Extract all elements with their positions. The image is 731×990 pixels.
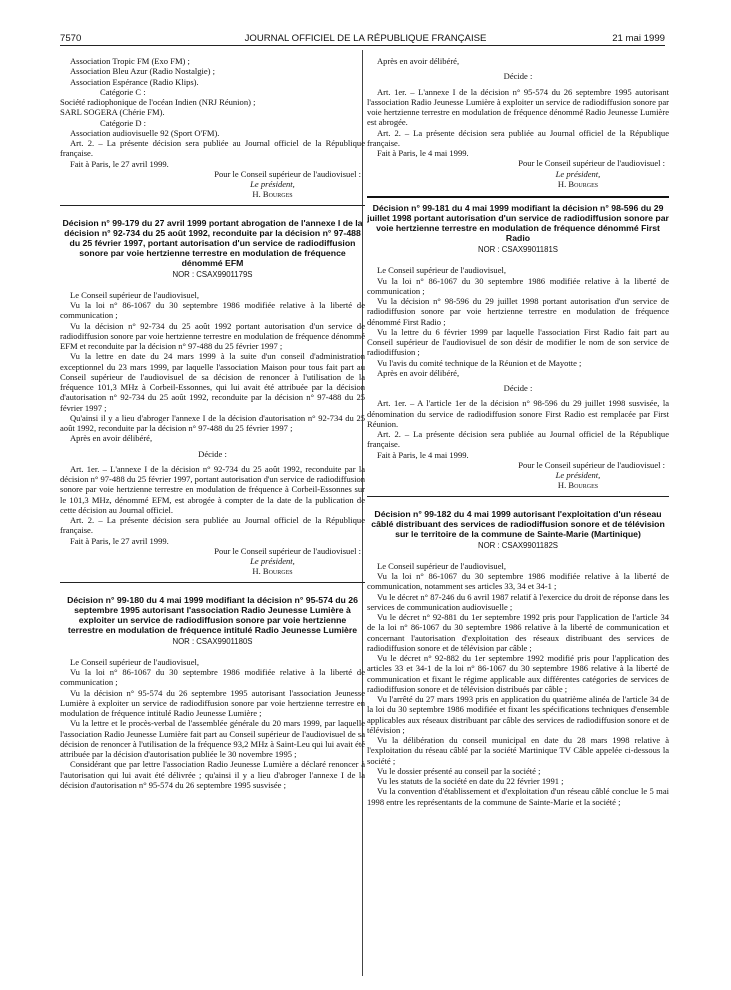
text-line: Association audiovisuelle 92 (Sport O'FM). xyxy=(70,127,220,138)
signature-title: Le président, xyxy=(250,556,295,566)
signature-line: Pour le Conseil supérieur de l'audiovisuel : xyxy=(518,459,665,470)
section-rule xyxy=(60,205,365,206)
paragraph: Le Conseil supérieur de l'audiovisuel, xyxy=(377,560,507,571)
place-date: Fait à Paris, le 4 mai 1999. xyxy=(377,449,469,460)
paragraph: Vu la loi n° 86-1067 du 30 septembre 1986 modifiée relative à la liberté de communication, notamment ses articles 33, 34 et 34-1 ; xyxy=(367,571,669,592)
decide-heading: Décide : xyxy=(503,383,533,393)
signature-name: H. Bourges xyxy=(557,480,599,491)
paragraph: Vu l'avis du comité technique de la Réunion et de Mayotte ; xyxy=(377,357,582,368)
signature-line: Pour le Conseil supérieur de l'audiovisuel : xyxy=(214,545,361,556)
signature-name: H. Bourges xyxy=(557,178,599,189)
category-heading: Catégorie D : xyxy=(100,117,147,128)
paragraph: Après en avoir délibéré, xyxy=(70,433,153,444)
paragraph: Vu la lettre et le procès-verbal de l'assemblée générale du 20 mars 1999, par laquelle l'association Radio Jeunesse Lumière fait part au Conseil supérieur de l'audiovisuel de sa décision de renoncer à l'utilisation de la fréquence 93,2 MHz à Saint-Leu qui lui avait été attribuée par la décision d'autorisation publiée le 30 novembre 1995 ; xyxy=(60,718,365,759)
signature-name: H. Bourges xyxy=(252,189,293,200)
paragraph: Considérant que par lettre l'association Radio Jeunesse Lumière a déclaré renoncer à l'autorisation qui lui avait été délivrée ; qu'ainsi il y a lieu d'abroger l'annexe I de la décision d'autorisation n° 95-574 du 26 septembre 1995 susvisée ; xyxy=(60,759,365,790)
paragraph: Vu la décision n° 98-596 du 29 juillet 1998 portant autorisation d'un service de radiodiffusion sonore par voie hertzienne terrestre en modulation de fréquence dénommé First Radio ; xyxy=(367,296,669,327)
signature-title: Le président, xyxy=(250,179,295,189)
nor-reference: NOR : CSAX9901182S xyxy=(477,540,559,550)
paragraph: Le Conseil supérieur de l'audiovisuel, xyxy=(70,289,200,300)
text-line: SARL SOGERA (Chérie FM). xyxy=(60,107,165,118)
paragraph: Vu la convention d'établissement et d'exploitation d'un réseau câblé conclue le 5 mai 1998 entre les représentants de la commune de Sainte-Marie et la société ; xyxy=(367,786,669,807)
text-line: Société radiophonique de l'océan Indien (NRJ Réunion) ; xyxy=(60,97,256,107)
decide-heading: Décide : xyxy=(198,448,227,459)
paragraph: Vu le décret n° 92-882 du 1er septembre 1992 modifié pris pour l'application des articles 33 et 34-1 de la loi n° 86-1067 du 30 septembre 1986 relative à la liberté de communication et fixant le régime applicable aux différentes catégories de services de radiodiffusion sonore et de télévision distribués par câble ; xyxy=(367,653,669,694)
paragraph: Vu la lettre du 6 février 1999 par laquelle l'association First Radio fait part au Conseil supérieur de l'audiovisuel de son désir de modifier le nom de son service de radiodiffusion ; xyxy=(367,326,669,358)
paragraph: Vu le décret n° 87-246 du 6 avril 1987 relatif à l'exercice du droit de réponse dans les services de communication audiovisuelle ; xyxy=(367,591,669,612)
paragraph: Après en avoir délibéré, xyxy=(377,367,460,378)
nor-reference: NOR : CSAX9901180S xyxy=(172,636,253,646)
signature-title: Le président, xyxy=(555,470,601,480)
text-line: Association Tropic FM (Exo FM) ; xyxy=(70,56,190,66)
paragraph: Vu les statuts de la société en date du 22 février 1991 ; xyxy=(377,776,564,786)
decision-title: Décision n° 99-180 du 4 mai 1999 modifiant la décision n° 95-574 du 26 septembre 1995 autorisant l'association Radio Jeunesse Lumière à exploiter un service de radiodiffusion sonore par voie hertzienne terrestre en modulation de fréquence intitulé Radio Jeunesse Lumière xyxy=(67,594,358,635)
paragraph: Vu la loi n° 86-1067 du 30 septembre 1986 modifiée relative à la liberté de communication ; xyxy=(60,667,365,688)
article-1: Art. 1er. – L'annexe I de la décision n° 95-574 du 26 septembre 1995 autorisant l'association Radio Jeunesse Lumière à exploiter un service de radiodiffusion sonore par voie hertzienne terrestre en modulation de fréquence dénommé Radio Jeunesse Lumière est abrogée. xyxy=(367,86,669,128)
left-column xyxy=(60,56,365,790)
decision-title: Décision n° 99-182 du 4 mai 1999 autorisant l'exploitation d'un réseau câblé distribuant des services de radiodiffusion sonore et de télévision sur le territoire de la commune de Sainte-Marie (Martinique) xyxy=(371,508,665,539)
paragraph: Vu le décret n° 92-881 du 1er septembre 1992 pris pour l'application de l'article 34 de la loi n° 86-1067 du 30 septembre 1986 relative à la liberté de communication et concernant l'autorisation d'exploitation des réseaux distribuant des services de radiodiffusion sonore et de télévision par câble ; xyxy=(367,612,669,653)
issue-date: 21 mai 1999 xyxy=(612,33,665,44)
article-2: Art. 2. – La présente décision sera publiée au Journal officiel de la République française. xyxy=(60,138,365,159)
paragraph: Vu le dossier présenté au conseil par la société ; xyxy=(377,765,541,776)
text-line: Association Bleu Azur (Radio Nostalgie) ; xyxy=(70,66,216,77)
signature-title: Le président, xyxy=(555,168,601,179)
article-1: Art. 1er. – A l'article 1er de la décision n° 98-596 du 29 juillet 1998 susvisée, la dénomination du service de radiodiffusion sonore First Radio est remplacée par First Réunion. xyxy=(367,398,669,429)
decision-title: Décision n° 99-179 du 27 avril 1999 portant abrogation de l'annexe I de la décision n° 92-734 du 25 août 1992, reconduite par la décision n° 97-488 du 25 février 1997, portant autorisation d'un service de radiodiffusion sonore par voie hertzienne terrestre en modulation de fréquence dénommé EFM xyxy=(62,217,363,268)
paragraph: Vu la loi n° 86-1067 du 30 septembre 1986 modifiée relative à la liberté de communication ; xyxy=(367,275,669,296)
paragraph: Le Conseil supérieur de l'audiovisuel, xyxy=(377,265,507,276)
signature-name: H. Bourges xyxy=(252,566,293,577)
text-line: Association Espérance (Radio Klips). xyxy=(70,76,199,87)
page-header xyxy=(0,0,731,44)
section-rule xyxy=(367,196,669,198)
article-2: Art. 2. – La présente décision sera publiée au Journal officiel de la République française. xyxy=(60,515,365,536)
paragraph: Vu la décision n° 95-574 du 26 septembre 1995 autorisant l'association Jeunesse Lumière à exploiter un service de radiodiffusion sonore par voie hertzienne terrestre en modulation de fréquence intitulé Radio Jeunesse Lumière ; xyxy=(60,687,365,718)
paragraph: Qu'ainsi il y a lieu d'abroger l'annexe I de la décision d'autorisation n° 92-734 du 25 août 1992, reconduite par la décision n° 97-488 du 25 février 1997 ; xyxy=(60,412,365,433)
paragraph: Après en avoir délibéré, xyxy=(377,56,460,66)
paragraph: Vu la décision n° 92-734 du 25 août 1992 portant autorisation d'un service de radiodiffusion sonore par voie hertzienne terrestre en modulation de fréquence dénommé EFM et reconduite par la décision n° 97-488 du 25 février 1997 ; xyxy=(60,320,365,351)
article-2: Art. 2. – La présente décision sera publiée au Journal officiel de la République française. xyxy=(367,429,669,450)
section-rule xyxy=(367,496,669,497)
paragraph: Vu la loi n° 86-1067 du 30 septembre 1986 modifiée relative à la liberté de communication ; xyxy=(60,300,365,321)
right-column xyxy=(367,56,669,807)
category-heading: Catégorie C : xyxy=(100,86,146,97)
header-rule xyxy=(60,45,665,46)
page-number: 7570 xyxy=(60,33,82,44)
place-date: Fait à Paris, le 4 mai 1999. xyxy=(377,148,469,158)
signature-line: Pour le Conseil supérieur de l'audiovisuel : xyxy=(214,168,361,179)
paragraph: Vu la lettre en date du 24 mars 1999 à la suite d'un conseil d'administration exceptionnel du 23 mars 1999, par laquelle l'association Maison pour tous fait part au Conseil supérieur de l'audiovisuel de sa décision de renoncer à l'utilisation de la fréquence 101,3 MHz à Corbeil-Essonnes, qui lui avait été attribuée par la décision d'autorisation n° 92-734 du 25 août 1992, reconduite par la décision n° 97-488 du 25 février 1997 ; xyxy=(60,351,365,413)
article-2: Art. 2. – La présente décision sera publiée au Journal officiel de la République française. xyxy=(367,127,669,148)
journal-title: JOURNAL OFFICIEL DE LA RÉPUBLIQUE FRANÇAISE xyxy=(244,33,487,44)
paragraph: Vu l'arrêté du 27 mars 1993 pris en application du quatrième alinéa de l'article 34 de la loi du 30 septembre 1986 modifiée et fixant les spécifications techniques d'ensemble applicables aux réseaux distribuant par câble des services de radiodiffusion sonore et de télévision ; xyxy=(367,694,669,735)
paragraph: Le Conseil supérieur de l'audiovisuel, xyxy=(70,656,200,667)
paragraph: Vu la délibération du conseil municipal en date du 28 mars 1998 relative à l'exploitation du réseau câblé par la société Martinique TV Câble appelée ci-dessous la société ; xyxy=(367,735,669,766)
decision-title: Décision n° 99-181 du 4 mai 1999 modifiant la décision n° 98-596 du 29 juillet 1998 portant autorisation d'un service de radiodiffusion sonore par voie hertzienne terrestre en modulation de fréquence dénommé First Radio xyxy=(367,203,669,243)
signature-line: Pour le Conseil supérieur de l'audiovisuel : xyxy=(518,158,665,169)
nor-reference: NOR : CSAX9901179S xyxy=(172,269,253,279)
article-1: Art. 1er. – L'annexe I de la décision n° 92-734 du 25 août 1992, reconduite par la décision n° 97-488 du 25 février 1997, portant autorisation d'un service de radiodiffusion sonore par voie hertzienne terrestre en modulation de fréquence à Corbeil-Essonnes sur le 101,3 MHz, dénommé EFM, est abrogée à compter de la date de la publication de cette décision au Journal officiel. xyxy=(60,463,365,515)
decide-heading: Décide : xyxy=(503,71,533,82)
place-date: Fait à Paris, le 27 avril 1999. xyxy=(70,535,169,546)
place-date: Fait à Paris, le 27 avril 1999. xyxy=(70,158,169,169)
section-rule xyxy=(60,582,365,583)
nor-reference: NOR : CSAX9901181S xyxy=(477,245,559,254)
